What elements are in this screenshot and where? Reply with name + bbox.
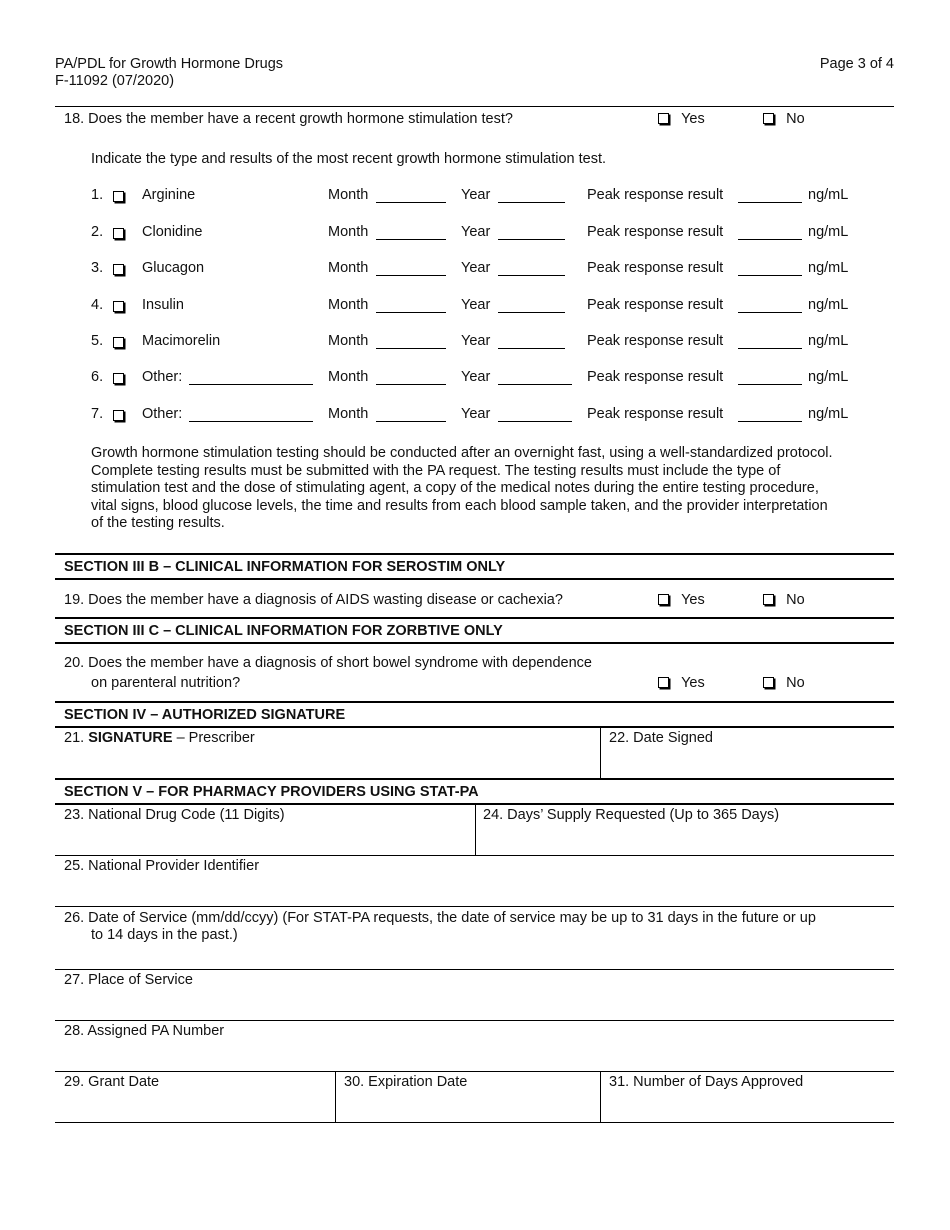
month-input[interactable]: [376, 225, 446, 240]
peak-label: Peak response result: [587, 406, 724, 422]
month-input[interactable]: [376, 188, 446, 203]
test-name: Macimorelin: [142, 333, 221, 349]
peak-input[interactable]: [738, 370, 802, 385]
signature-field[interactable]: [64, 730, 255, 746]
test-number: 6.: [91, 369, 104, 385]
year-input[interactable]: [498, 188, 565, 203]
test-checkbox[interactable]: [113, 191, 124, 202]
peak-input[interactable]: [738, 188, 802, 203]
form-number: F-11092 (07/2020): [55, 73, 175, 89]
q19-yes-option[interactable]: [658, 592, 705, 608]
form-title: PA/PDL for Growth Hormone Drugs: [55, 56, 284, 72]
rule: [55, 906, 894, 907]
month-label: Month: [328, 187, 369, 203]
note-line: Growth hormone stimulation testing should be conducted after an overnight fast, using a well-standardized protocol.: [91, 445, 833, 461]
year-input[interactable]: [498, 298, 565, 313]
month-label: Month: [328, 297, 369, 313]
test-number: 5.: [91, 333, 104, 349]
rule: [55, 778, 894, 780]
year-input[interactable]: [498, 261, 565, 276]
rule: [55, 701, 894, 703]
q19-question: 19. Does the member have a diagnosis of AIDS wasting disease or cachexia?: [64, 592, 563, 608]
q20-yes-option[interactable]: [658, 675, 705, 691]
peak-label: Peak response result: [587, 369, 724, 385]
section-3c-title: SECTION III C – CLINICAL INFORMATION FOR ZORBTIVE ONLY: [64, 623, 503, 639]
test-name: Other:: [142, 369, 183, 385]
peak-input[interactable]: [738, 407, 802, 422]
month-input[interactable]: [376, 407, 446, 422]
rule: [55, 969, 894, 970]
unit-label: ng/mL: [808, 224, 849, 240]
test-number: 7.: [91, 406, 104, 422]
peak-label: Peak response result: [587, 297, 724, 313]
year-label: Year: [461, 260, 491, 276]
q18-yes-checkbox[interactable]: [658, 113, 669, 124]
unit-label: ng/mL: [808, 297, 849, 313]
year-label: Year: [461, 333, 491, 349]
rule: [55, 642, 894, 644]
section-4-title: SECTION IV – AUTHORIZED SIGNATURE: [64, 707, 346, 723]
month-input[interactable]: [376, 370, 446, 385]
q19-no-option[interactable]: [763, 592, 805, 608]
stim-test-row: [0, 260, 950, 280]
section-3b-title: SECTION III B – CLINICAL INFORMATION FOR SEROSTIM ONLY: [64, 559, 506, 575]
year-input[interactable]: [498, 334, 565, 349]
expiration-date-field[interactable]: 30. Expiration Date: [344, 1074, 468, 1090]
date-of-service-field[interactable]: [64, 910, 816, 943]
stim-test-row: [0, 297, 950, 317]
note-line: vital signs, blood glucose levels, the time and results from each blood sample taken, and the provider interpretation: [91, 497, 828, 514]
year-label: Year: [461, 297, 491, 313]
other-test-input[interactable]: [189, 370, 313, 385]
peak-label: Peak response result: [587, 260, 724, 276]
rule: [55, 1071, 894, 1072]
unit-label: ng/mL: [808, 333, 849, 349]
unit-label: ng/mL: [808, 369, 849, 385]
q20-no-option[interactable]: [763, 675, 805, 691]
divider: [600, 1072, 601, 1122]
year-input[interactable]: [498, 370, 572, 385]
test-number: 3.: [91, 260, 104, 276]
note-line: of the testing results.: [91, 515, 225, 532]
month-label: Month: [328, 333, 369, 349]
test-name: Insulin: [142, 297, 184, 313]
stim-test-row: [0, 369, 950, 389]
test-checkbox[interactable]: [113, 264, 124, 275]
days-supply-field[interactable]: 24. Days’ Supply Requested (Up to 365 Days): [483, 807, 780, 823]
page-number: Page 3 of 4: [819, 56, 894, 72]
grant-date-field[interactable]: 29. Grant Date: [64, 1074, 160, 1090]
field-21-number: 21.: [64, 730, 85, 746]
npi-field[interactable]: 25. National Provider Identifier: [64, 858, 260, 874]
test-checkbox[interactable]: [113, 228, 124, 239]
peak-label: Peak response result: [587, 333, 724, 349]
unit-label: ng/mL: [808, 187, 849, 203]
month-label: Month: [328, 369, 369, 385]
rule: [55, 578, 894, 580]
pa-number-field[interactable]: 28. Assigned PA Number: [64, 1023, 225, 1039]
peak-input[interactable]: [738, 334, 802, 349]
year-label: Year: [461, 406, 491, 422]
peak-input[interactable]: [738, 298, 802, 313]
month-input[interactable]: [376, 334, 446, 349]
test-name: Other:: [142, 406, 183, 422]
q18-no-checkbox[interactable]: [763, 113, 774, 124]
rule: [55, 726, 894, 728]
month-label: Month: [328, 260, 369, 276]
test-checkbox[interactable]: [113, 410, 124, 421]
field-26-line2: to 14 days in the past.): [91, 927, 238, 943]
test-number: 4.: [91, 297, 104, 313]
stim-test-row: [0, 406, 950, 426]
month-input[interactable]: [376, 261, 446, 276]
date-signed-field[interactable]: 22. Date Signed: [609, 730, 713, 746]
q18-question: 18. Does the member have a recent growth hormone stimulation test?: [64, 111, 513, 127]
q19-yes-checkbox[interactable]: [658, 594, 669, 605]
field-26-line1: 26. Date of Service (mm/dd/ccyy) (For STAT-PA requests, the date of service may be up to 31 days in the future or up: [64, 910, 816, 926]
divider: [475, 804, 476, 855]
note-line: stimulation test and the dose of stimulating agent, a copy of the medical notes during the entire testing procedure,: [91, 480, 819, 497]
peak-input[interactable]: [738, 261, 802, 276]
stim-test-row: [0, 187, 950, 207]
rule: [55, 553, 894, 555]
q20-yes-checkbox[interactable]: [658, 677, 669, 688]
test-number: 1.: [91, 187, 104, 203]
rule: [55, 1122, 894, 1123]
month-label: Month: [328, 224, 369, 240]
year-input[interactable]: [498, 407, 572, 422]
year-label: Year: [461, 224, 491, 240]
year-label: Year: [461, 187, 491, 203]
section-5-title: SECTION V – FOR PHARMACY PROVIDERS USING STAT-PA: [64, 784, 479, 800]
month-input[interactable]: [376, 298, 446, 313]
test-checkbox[interactable]: [113, 373, 124, 384]
peak-label: Peak response result: [587, 224, 724, 240]
peak-input[interactable]: [738, 225, 802, 240]
q20-no-label: No: [786, 675, 805, 691]
q18-yes-option[interactable]: [658, 111, 705, 127]
ndc-field[interactable]: 23. National Drug Code (11 Digits): [64, 807, 285, 823]
field-21-label-bold: SIGNATURE: [88, 730, 173, 746]
days-approved-field[interactable]: 31. Number of Days Approved: [609, 1074, 804, 1090]
q19-yes-label: Yes: [681, 592, 705, 608]
test-name: Glucagon: [142, 260, 205, 276]
test-checkbox[interactable]: [113, 301, 124, 312]
q18-yes-label: Yes: [681, 111, 705, 127]
field-21-label-rest: – Prescriber: [176, 730, 255, 746]
test-checkbox[interactable]: [113, 337, 124, 348]
rule: [55, 1020, 894, 1021]
rule: [55, 617, 894, 619]
other-test-input[interactable]: [189, 407, 313, 422]
year-label: Year: [461, 369, 491, 385]
test-name: Arginine: [142, 187, 196, 203]
q20-question-line2: on parenteral nutrition?: [91, 675, 241, 691]
stim-test-row: [0, 224, 950, 244]
note-line: Complete testing results must be submitted with the PA request. The testing results must include the type of: [91, 462, 781, 479]
test-number: 2.: [91, 224, 104, 240]
q20-question-line1: 20. Does the member have a diagnosis of short bowel syndrome with dependence: [64, 655, 592, 671]
header-rule: [55, 106, 894, 107]
q19-no-checkbox[interactable]: [763, 594, 774, 605]
q18-no-label: No: [786, 111, 805, 127]
unit-label: ng/mL: [808, 260, 849, 276]
stim-test-row: [0, 333, 950, 353]
q20-no-checkbox[interactable]: [763, 677, 774, 688]
test-name: Clonidine: [142, 224, 203, 240]
q20-yes-label: Yes: [681, 675, 705, 691]
q18-no-option[interactable]: [763, 111, 805, 127]
divider: [600, 727, 601, 778]
unit-label: ng/mL: [808, 406, 849, 422]
q19-no-label: No: [786, 592, 805, 608]
q18-instruction: Indicate the type and results of the most recent growth hormone stimulation test.: [91, 151, 607, 167]
rule: [55, 855, 894, 856]
divider: [335, 1072, 336, 1122]
place-of-service-field[interactable]: 27. Place of Service: [64, 972, 193, 988]
q18-note: [91, 445, 891, 533]
peak-label: Peak response result: [587, 187, 724, 203]
year-input[interactable]: [498, 225, 565, 240]
month-label: Month: [328, 406, 369, 422]
